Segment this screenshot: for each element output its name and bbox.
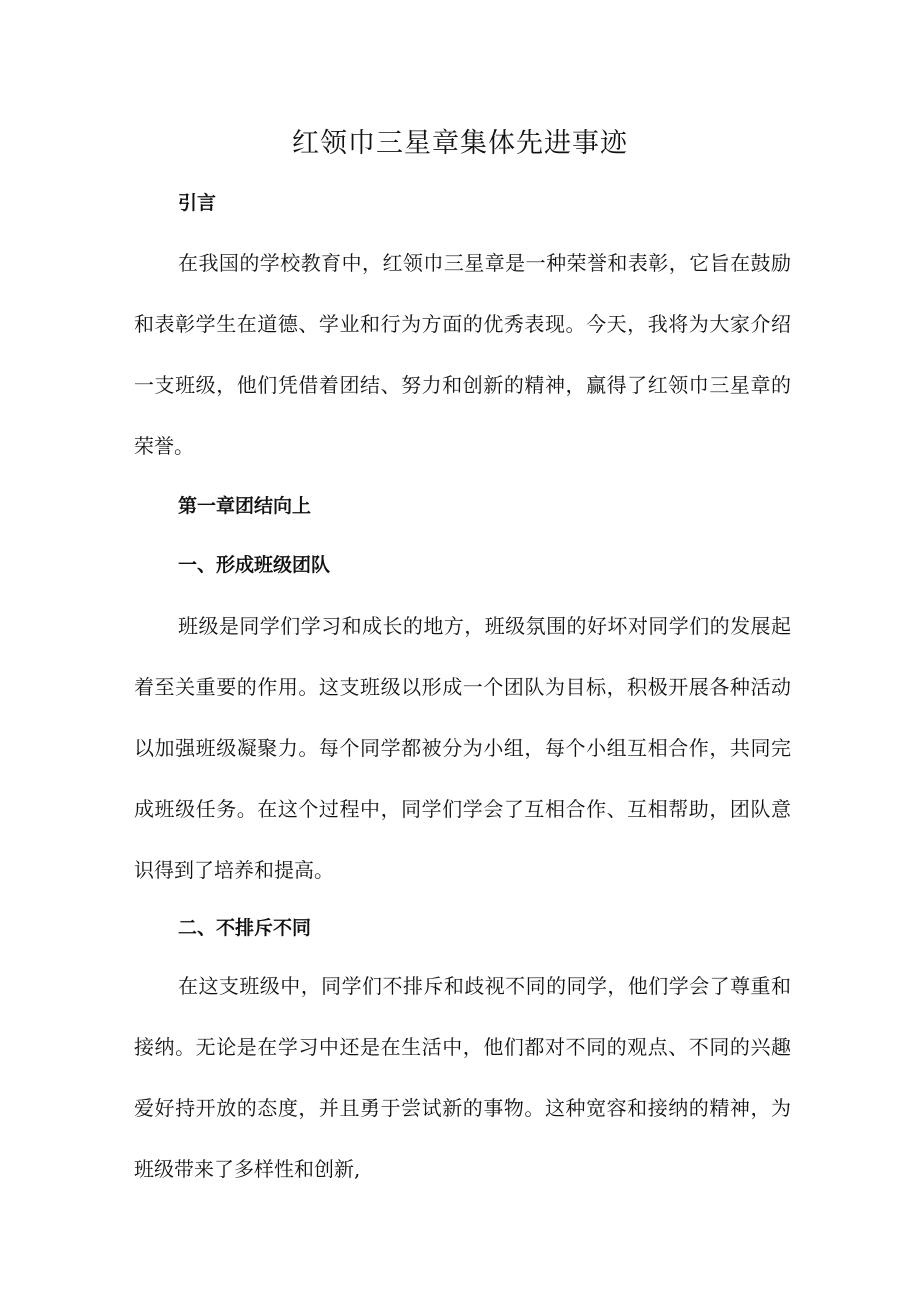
document-title: 红领巾三星章集体先进事迹 <box>292 128 628 159</box>
paragraph-introduction: 在我国的学校教育中，红领巾三星章是一种荣誉和表彰，它旨在鼓励和表彰学生在道德、学业和行为方面的优秀表现。今天，我将为大家介绍一支班级，他们凭借着团结、努力和创新的精神，赢得了红领巾三星章的荣誉。 <box>134 251 791 458</box>
section-heading-form-team: 一、形成班级团队 <box>178 554 331 576</box>
section-heading-inclusion: 二、不排斥不同 <box>178 917 312 939</box>
chapter-heading-unity: 第一章团结向上 <box>178 495 312 517</box>
paragraph-form-team: 班级是同学们学习和成长的地方，班级氛围的好坏对同学们的发展起着至关重要的作用。这支班级以形成一个团队为目标，积极开展各种活动以加强班级凝聚力。每个同学都被分为小组，每个小组互相合作，共同完成班级任务。在这个过程中，同学们学会了互相合作、互相帮助，团队意识得到了培养和提高。 <box>134 614 791 882</box>
paragraph-inclusion: 在这支班级中，同学们不排斥和歧视不同的同学，他们学会了尊重和接纳。无论是在学习中还是在生活中，他们都对不同的观点、不同的兴趣爱好持开放的态度，并且勇于尝试新的事物。这种宽容和接纳的精神，为班级带来了多样性和创新, <box>134 974 791 1181</box>
section-heading-introduction: 引言 <box>178 192 217 214</box>
